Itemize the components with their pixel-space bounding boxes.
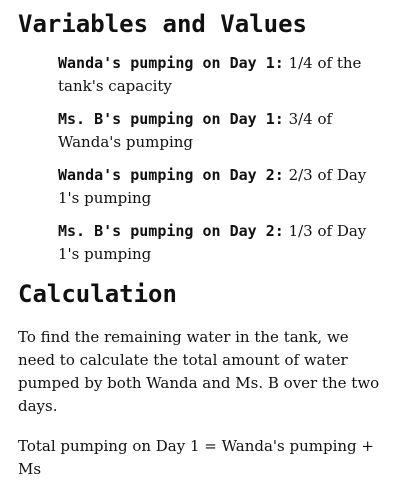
variables-heading: Variables and Values (18, 10, 307, 38)
calculation-heading: Calculation (18, 280, 177, 308)
variable-term: Wanda's pumping on Day 2: (58, 166, 284, 184)
calculation-intro-paragraph: To find the remaining water in the tank, we need to calculate the total amount of water pumped by both Wanda and Ms. B over the two days. (18, 328, 380, 415)
variable-value: 1/3 of Day 1's pumping (58, 222, 367, 263)
variables-list (18, 52, 382, 266)
list-item (58, 52, 382, 98)
day1-total-paragraph: Total pumping on Day 1 = Wanda's pumping + Ms (18, 437, 374, 478)
variable-term: Ms. B's pumping on Day 2: (58, 222, 284, 240)
variable-value: 2/3 of Day 1's pumping (58, 166, 367, 207)
variable-term: Wanda's pumping on Day 1: (58, 54, 284, 72)
variable-value: 3/4 of Wanda's pumping (58, 110, 333, 151)
list-item (58, 220, 382, 266)
list-item (58, 108, 382, 154)
variable-value: 1/4 of the tank's capacity (58, 54, 362, 95)
list-item (58, 164, 382, 210)
variable-term: Ms. B's pumping on Day 1: (58, 110, 284, 128)
